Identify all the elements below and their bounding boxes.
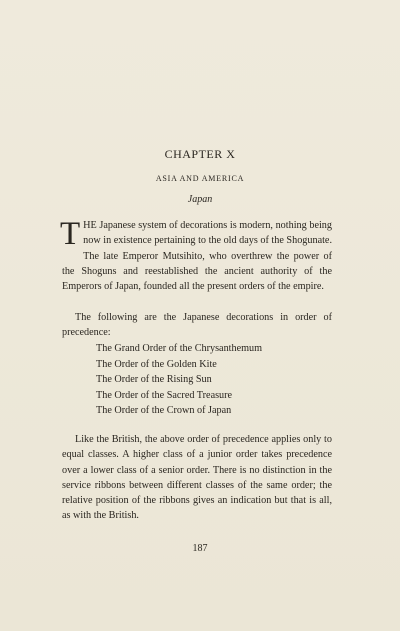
opening-paragraph: [62, 218, 332, 294]
orders-list: [96, 341, 262, 419]
list-item: The Grand Order of the Chrysanthemum: [96, 343, 263, 354]
list-item: The Order of the Sacred Treasure: [96, 389, 233, 401]
opening-paragraph-text: HE Japanese system of decorations is modern, nothing being now in existence pertaining to the old days of the Shogunate. The late Emperor Mutsihito, who overthrew the power of the Shoguns and reestablished the ancient authority of the Emperors of Japan, founded all the present orders of the empire.: [62, 220, 332, 293]
precedence-explanation-paragraph: Like the British, the above order of precedence applies only to equal classes. A higher class of a junior order takes precedence over a lower class of a senior order. There is no distinction in the service ribbons between different classes of the same order; the relative position of the ribbons gives an indication but that is all, as with the British.: [62, 434, 332, 522]
page-number: 187: [192, 543, 208, 554]
subsection-heading: Japan: [187, 194, 213, 205]
list-item: The Order of the Golden Kite: [96, 358, 217, 370]
chapter-heading: CHAPTER X: [164, 147, 236, 161]
list-item: The Order of the Crown of Japan: [96, 405, 232, 417]
list-item: The Order of the Rising Sun: [96, 374, 212, 386]
precedence-intro-paragraph: The following are the Japanese decorations in order of precedence:: [62, 312, 332, 339]
section-heading: ASIA AND AMERICA: [155, 174, 245, 183]
drop-cap: T: [60, 216, 81, 252]
